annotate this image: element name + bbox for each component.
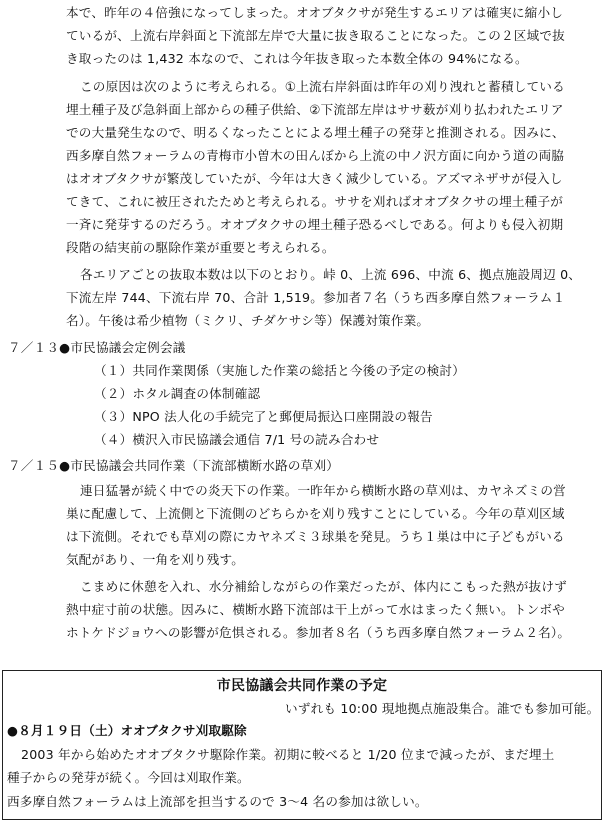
- report-line: 名）。午後は希少植物（ミクリ、チダケサシ等）保護対策作業。: [66, 313, 430, 328]
- work-line: 熱中症寸前の状態。因みに、横断水路下流部は干上がって水はまったく無い。トンボや: [66, 602, 565, 617]
- work-line: 巣に配慮して、上流側と下流側のどちらかを刈り残すことにしている。今年の草刈区域: [66, 506, 565, 521]
- schedule-body-line: 種子からの発芽が続く。今回は刈取作業。: [7, 770, 250, 785]
- report-line: 一斉に発芽するのだろう。オオブタクサの埋土種子恐るべしである。何よりも侵入初期: [66, 217, 564, 232]
- work-line: こまめに休憩を入れ、水分補給しながらの作業だったが、体内にこもった熱が抜けず: [80, 579, 567, 594]
- work-line: 連日猛暑が続く中での炎天下の作業。一昨年から横断水路の草刈は、カヤネズミの営: [80, 483, 566, 498]
- work-heading: ７／１５●市民協議会共同作業（下流部横断水路の草刈）: [8, 458, 340, 473]
- schedule-event-heading: ●８月１９日（土）オオブタクサ刈取駆除: [7, 723, 247, 738]
- report-line: 下流左岸 744、下流右岸 70、合計 1,519。参加者７名（うち西多摩自然フォーラム１: [66, 290, 566, 305]
- work-line: は下流側。それでも草刈の際にカヤネズミ３球巣を発見。うち１巣は中に子どもがいる: [66, 529, 565, 544]
- meeting-agenda-item: （３）NPO 法人化の手続完了と郵便局振込口座開設の報告: [94, 409, 433, 424]
- report-line: はオオブタクサが繁茂していたが、今年は大きく減少している。アズマネザサが侵入し: [66, 171, 563, 186]
- schedule-body-line: 西多摩自然フォーラムは上流部を担当するので 3～4 名の参加は欲しい。: [7, 794, 428, 809]
- report-line: ているが、上流右岸斜面と下流部左岸で大量に抜き取ることになった。この２区域で抜: [66, 28, 565, 43]
- meeting-heading: ７／１３●市民協議会定例会議: [8, 340, 186, 355]
- meeting-agenda-item: （２）ホタル調査の体制確認: [94, 386, 261, 401]
- schedule-body-line: 2003 年から始めたオオブタクサ駆除作業。初期に較べると 1/20 位まで減ったが、まだ埋土: [21, 747, 555, 762]
- meeting-agenda-item: （４）横沢入市民協議会通信 7/1 号の読み合わせ: [94, 432, 380, 447]
- report-line: 本で、昨年の４倍強になってしまった。オオブタクサが発生するエリアは確実に縮小し: [66, 5, 564, 20]
- work-line: ホトケドジョウへの影響が危惧される。参加者８名（うち西多摩自然フォーラム２名）。: [66, 625, 571, 640]
- report-line: この原因は次のように考えられる。①上流右岸斜面は昨年の刈り洩れと蓄積している: [80, 79, 565, 94]
- report-line: てきて、これに被圧されたためと考えられる。ササを刈ればオオブタクサの埋土種子が: [66, 194, 564, 209]
- report-line: き取ったのは 1,432 本なので、これは今年抜き取った本数全体の 94%になる。: [66, 51, 528, 66]
- report-line: 埋土種子及び急斜面上部からの種子供給、②下流部左岸はササ薮が刈り払われたエリア: [66, 102, 564, 117]
- meeting-agenda-item: （１）共同作業関係（実施した作業の総括と今後の予定の検討）: [94, 363, 466, 378]
- report-line: 段階の結実前の駆除作業が重要と考えられる。: [66, 240, 335, 255]
- work-line: 気配があり、一角を刈り残す。: [66, 552, 245, 567]
- schedule-box: [2, 670, 602, 820]
- report-line: 各エリアごとの抜取本数は以下のとおり。峠 0、上流 696、中流 6、拠点施設周辺 0、: [80, 267, 582, 282]
- report-line: での大量発生なので、明るくなったことによる埋土種子の発芽と推測される。因みに、: [66, 125, 565, 140]
- report-line: 西多摩自然フォーラムの青梅市小曽木の田んぼから上流の中ノ沢方面に向かう道の両脇: [66, 148, 565, 163]
- schedule-note: いずれも 10:00 現地拠点施設集合。誰でも参加可能。: [285, 701, 600, 716]
- schedule-title: 市民協議会共同作業の予定: [216, 678, 388, 694]
